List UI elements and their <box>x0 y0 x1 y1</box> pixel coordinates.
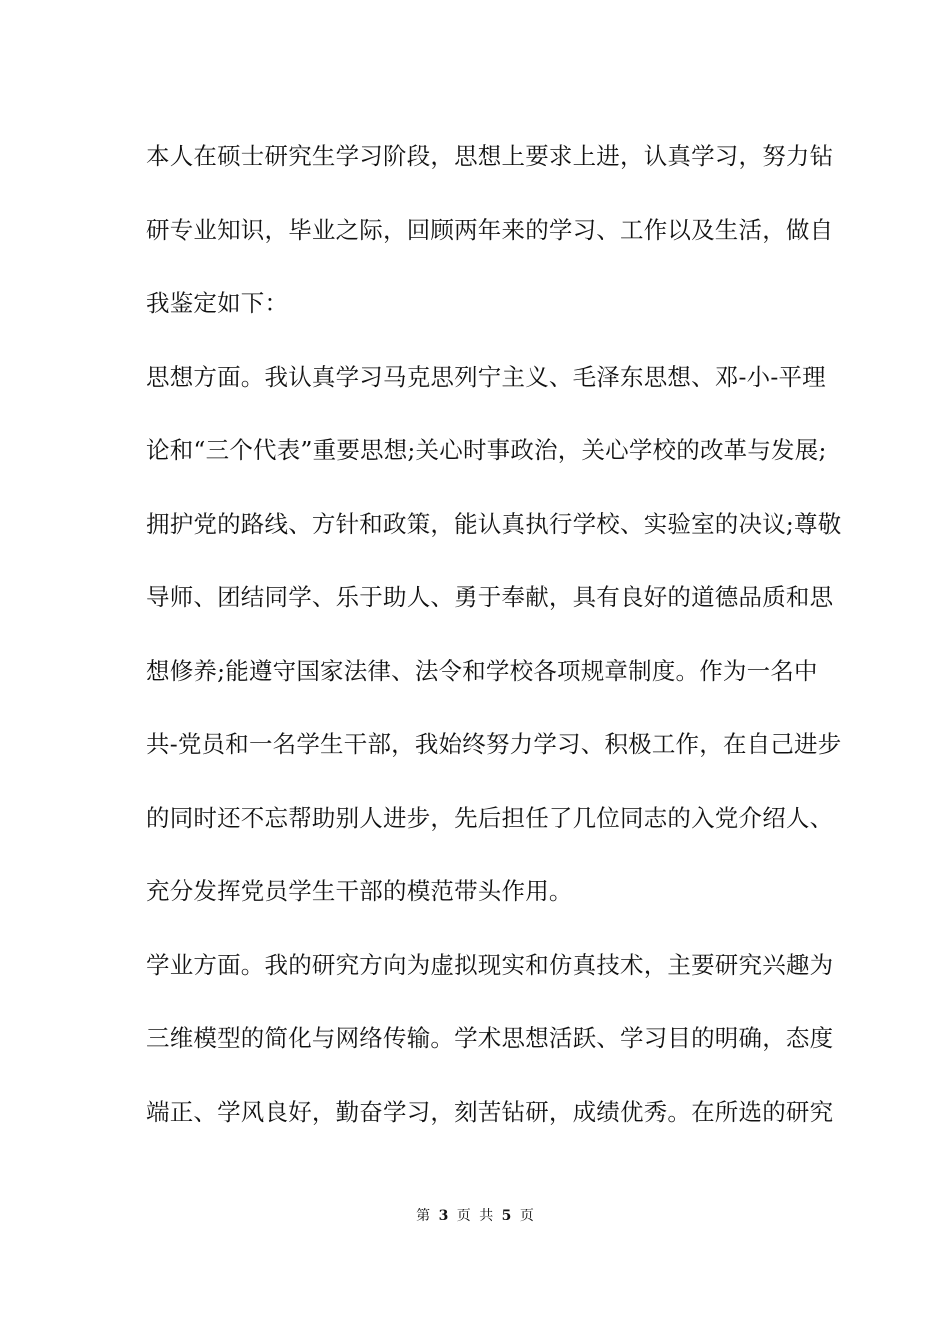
text-line: 研专业知识，毕业之际，回顾两年来的学习、工作以及生活，做自 <box>146 215 834 244</box>
total-pages-number: 5 <box>501 1208 512 1224</box>
footer-page-word: 页 <box>456 1208 471 1224</box>
footer-prefix: 第 <box>416 1208 431 1224</box>
text-line: 的同时还不忘帮助别人进步，先后担任了几位同志的入党介绍人、 <box>146 803 834 832</box>
text-line: 想修养;能遵守国家法律、法令和学校各项规章制度。作为一名中 <box>146 656 818 685</box>
footer-suffix: 页 <box>519 1208 534 1224</box>
text-line: 论和“三个代表”重要思想;关心时事政治，关心学校的改革与发展; <box>146 436 827 464</box>
text-line: 三维模型的简化与网络传输。学术思想活跃、学习目的明确，态度 <box>146 1024 834 1052</box>
text-line: 端正、学风良好，勤奋学习，刻苦钻研，成绩优秀。在所选的研究 <box>146 1097 834 1126</box>
text-line: 思想方面。我认真学习马克思列宁主义、毛泽东思想、邓-小-平理 <box>146 362 826 391</box>
text-line: 我鉴定如下： <box>146 289 289 317</box>
page-number-footer <box>0 1206 950 1226</box>
text-line: 学业方面。我的研究方向为虚拟现实和仿真技术，主要研究兴趣为 <box>146 950 834 979</box>
text-line: 共-党员和一名学生干部，我始终努力学习、积极工作，在自己进步 <box>146 730 842 758</box>
text-line: 拥护党的路线、方针和政策，能认真执行学校、实验室的决议;尊敬 <box>146 509 842 538</box>
text-line: 导师、团结同学、乐于助人、勇于奉献，具有良好的道德品质和思 <box>146 583 834 611</box>
text-line: 充分发挥党员学生干部的模范带头作用。 <box>146 877 573 905</box>
text-line: 本人在硕士研究生学习阶段，思想上要求上进，认真学习，努力钻 <box>146 142 834 170</box>
document-body <box>146 128 842 1157</box>
current-page-number: 3 <box>438 1208 449 1224</box>
footer-total-word: 共 <box>479 1208 494 1224</box>
